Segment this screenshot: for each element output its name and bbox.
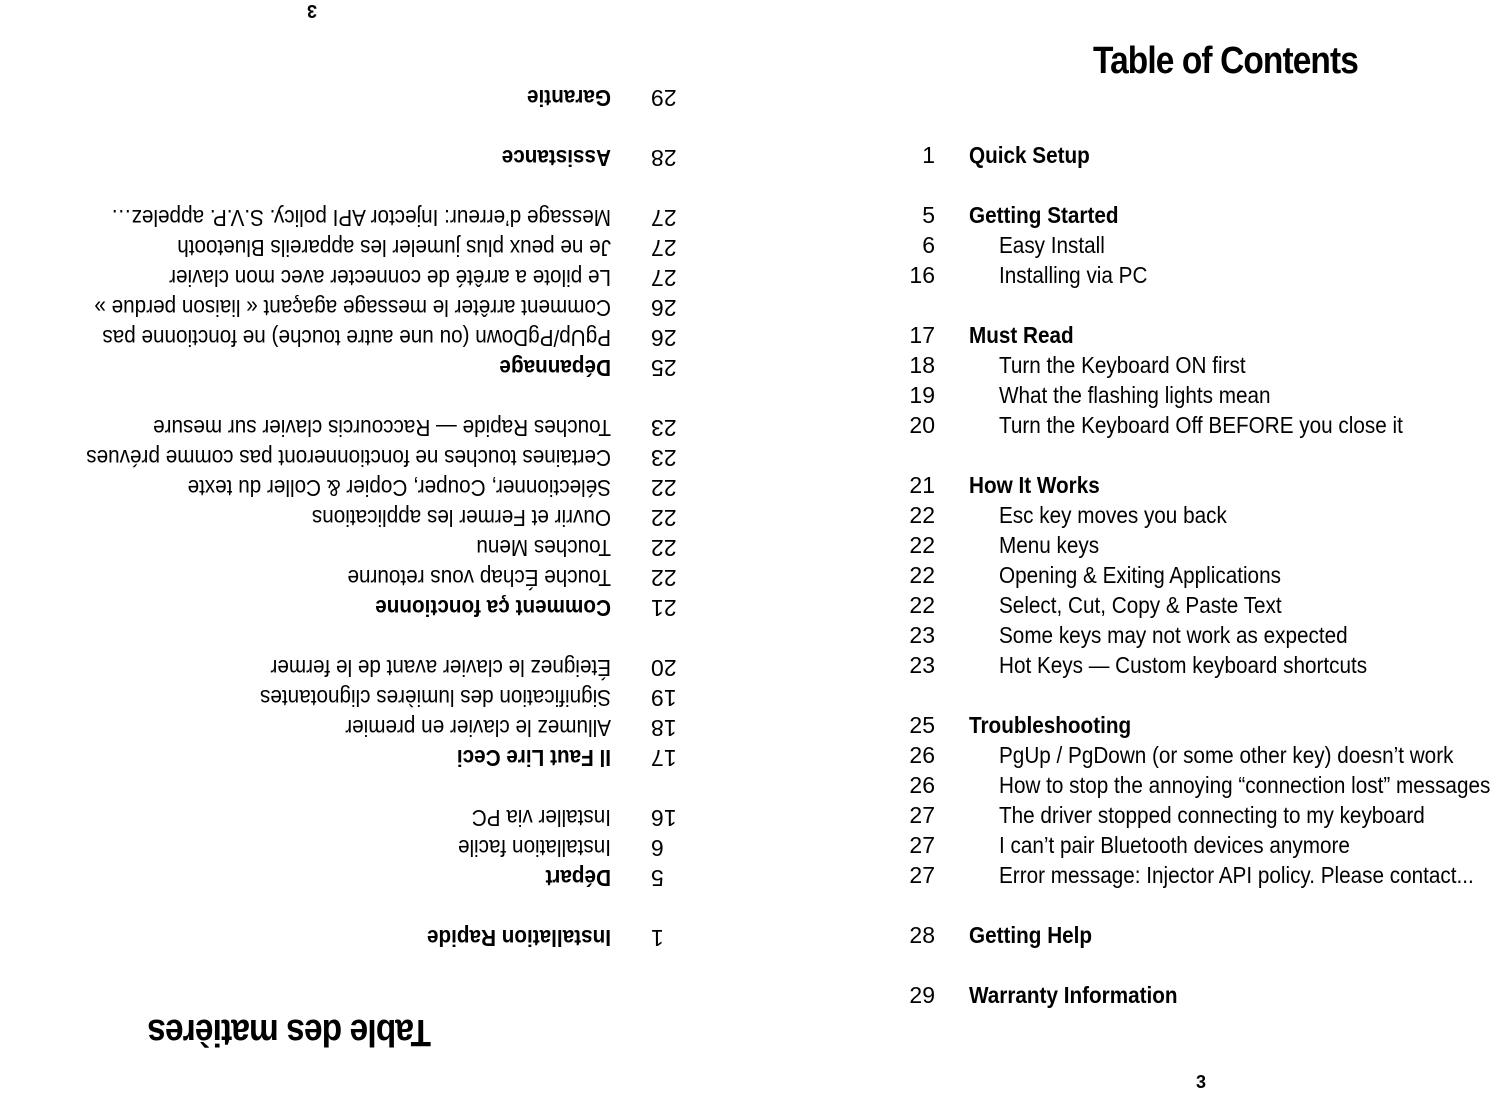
toc-page-number: 17: [909, 322, 935, 348]
toc-page-number: 20: [651, 655, 677, 681]
toc-subsection-entry: [745, 530, 1490, 560]
toc-subsection-entry: [745, 800, 1490, 830]
spacer: [0, 773, 745, 803]
toc-page-number: 27: [909, 802, 935, 828]
toc-page-number: 23: [651, 415, 677, 441]
spacer: [745, 290, 1490, 320]
toc-entry-label: Le pilote a arrêté de connecter avec mon clavier: [169, 265, 611, 291]
toc-entry-label: What the flashing lights mean: [999, 382, 1271, 408]
toc-subsection-entry: [745, 830, 1490, 860]
toc-page-number: 29: [651, 85, 677, 111]
toc-entry-label: Turn the Keyboard Off BEFORE you close it: [999, 412, 1403, 438]
toc-entry-label: Certaines touches ne fonctionneront pas comme prévues: [86, 445, 611, 471]
toc-page-number: 26: [909, 742, 935, 768]
toc-entry-label: Installation facile: [457, 835, 611, 861]
toc-page-number: 19: [909, 382, 935, 408]
toc-entry-label: Touche Échap vous retourne: [347, 565, 611, 591]
table-of-contents: [0, 83, 745, 953]
toc-page-number: 16: [909, 262, 935, 288]
toc-entry-label: Installation Rapide: [426, 925, 611, 951]
spacer: [745, 950, 1490, 980]
toc-entry-label: Error message: Injector API policy. Please contact...: [999, 862, 1474, 888]
toc-subsection-entry: [0, 503, 745, 533]
toc-section-entry: [745, 980, 1490, 1010]
toc-subsection-entry: [745, 560, 1490, 590]
toc-subsection-entry: [0, 323, 745, 353]
toc-subsection-entry: [745, 380, 1490, 410]
spacer: [745, 440, 1490, 470]
toc-entry-label: Getting Started: [969, 202, 1119, 228]
toc-entry-label: Assistance: [501, 145, 611, 171]
toc-entry-label: Troubleshooting: [969, 712, 1132, 738]
toc-section-entry: [745, 140, 1490, 170]
toc-page-number: 17: [651, 745, 677, 771]
page-number: 3: [306, 1, 317, 21]
toc-subsection-entry: [0, 473, 745, 503]
toc-page-number: 26: [651, 325, 677, 351]
toc-page-number: 1: [922, 142, 935, 168]
toc-page-number: 29: [909, 982, 935, 1008]
page-title: Table of Contents: [1093, 40, 1358, 82]
toc-page-number: 22: [909, 592, 935, 618]
toc-entry-label: Some keys may not work as expected: [999, 622, 1348, 648]
toc-page-number: 20: [909, 412, 935, 438]
toc-entry-label: Easy Install: [999, 232, 1105, 258]
toc-page-number: 28: [909, 922, 935, 948]
toc-entry-label: Opening & Exiting Applications: [999, 562, 1281, 588]
toc-subsection-entry: [0, 233, 745, 263]
toc-subsection-entry: [745, 230, 1490, 260]
page-number: 3: [1196, 1072, 1207, 1092]
toc-entry-label: Je ne peux plus jumeler les appareils Bluetooth: [177, 235, 611, 261]
toc-page-number: 23: [909, 652, 935, 678]
toc-subsection-entry: [745, 350, 1490, 380]
toc-section-entry: [745, 470, 1490, 500]
toc-entry-label: Garantie: [527, 85, 611, 111]
page-title: Table des matières: [148, 1011, 431, 1053]
toc-section-entry: [745, 710, 1490, 740]
toc-section-entry: [0, 83, 745, 113]
spacer: [745, 890, 1490, 920]
toc-page-number: 27: [651, 265, 677, 291]
toc-entry-label: Select, Cut, Copy & Paste Text: [999, 592, 1282, 618]
toc-subsection-entry: [0, 413, 745, 443]
toc-subsection-entry: [745, 740, 1490, 770]
toc-page-number: 27: [651, 235, 677, 261]
toc-entry-label: Comment arrêter le message agaçant « liaison perdue »: [94, 295, 611, 321]
toc-entry-label: PgUp / PgDown (or some other key) doesn’t work: [999, 742, 1454, 768]
toc-page-number: 21: [909, 472, 935, 498]
toc-section-entry: [0, 143, 745, 173]
toc-entry-label: Must Read: [969, 322, 1074, 348]
toc-subsection-entry: [0, 833, 745, 863]
toc-entry-label: How It Works: [969, 472, 1100, 498]
toc-entry-label: Il Faut Lire Ceci: [456, 745, 611, 771]
toc-entry-label: Quick Setup: [969, 142, 1090, 168]
toc-entry-label: Touches Rapide — Raccourcis clavier sur mesure: [153, 415, 611, 441]
toc-entry-label: The driver stopped connecting to my keyboard: [999, 802, 1425, 828]
toc-entry-label: Esc key moves you back: [999, 502, 1227, 528]
toc-section-entry: [0, 863, 745, 893]
toc-page-number: 1: [651, 925, 664, 951]
toc-entry-label: Éteignez le clavier avant de le fermer: [270, 655, 611, 681]
toc-page-number: 22: [909, 532, 935, 558]
toc-entry-label: Sélectionner, Couper, Copier & Coller du texte: [187, 475, 611, 501]
toc-subsection-entry: [0, 713, 745, 743]
toc-subsection-entry: [0, 803, 745, 833]
toc-entry-label: Départ: [545, 865, 611, 891]
toc-page-number: 5: [922, 202, 935, 228]
toc-section-entry: [0, 743, 745, 773]
toc-subsection-entry: [745, 620, 1490, 650]
toc-entry-label: Dépannage: [499, 355, 611, 381]
toc-page-number: 22: [909, 502, 935, 528]
toc-entry-label: Allumez le clavier en premier: [345, 715, 611, 741]
toc-section-entry: [745, 320, 1490, 350]
toc-page-number: 6: [922, 232, 935, 258]
toc-section-entry: [0, 353, 745, 383]
toc-entry-label: Comment ça fonctionne: [375, 595, 611, 621]
toc-subsection-entry: [0, 203, 745, 233]
toc-subsection-entry: [0, 683, 745, 713]
toc-subsection-entry: [745, 410, 1490, 440]
toc-page-number: 26: [651, 295, 677, 321]
toc-entry-label: Menu keys: [999, 532, 1100, 558]
toc-subsection-entry: [0, 293, 745, 323]
toc-page-number: 26: [909, 772, 935, 798]
toc-entry-label: Warranty Information: [969, 982, 1178, 1008]
toc-section-entry: [745, 200, 1490, 230]
toc-page-number: 22: [909, 562, 935, 588]
toc-subsection-entry: [0, 653, 745, 683]
toc-subsection-entry: [0, 533, 745, 563]
toc-entry-label: Touches Menu: [476, 535, 611, 561]
spacer: [0, 383, 745, 413]
spacer: [0, 173, 745, 203]
toc-page-number: 22: [651, 505, 677, 531]
spacer: [0, 623, 745, 653]
toc-page-number: 22: [651, 475, 677, 501]
toc-page-number: 25: [909, 712, 935, 738]
toc-entry-label: I can’t pair Bluetooth devices anymore: [999, 832, 1350, 858]
toc-section-entry: [0, 923, 745, 953]
toc-entry-label: PgUp/PgDown (ou une autre touche) ne fonctionne pas: [102, 325, 611, 351]
table-of-contents: [745, 140, 1490, 1010]
toc-page-number: 22: [651, 565, 677, 591]
toc-subsection-entry: [745, 860, 1490, 890]
english-page: [745, 0, 1490, 1093]
toc-page-number: 6: [651, 835, 664, 861]
toc-page-number: 27: [651, 205, 677, 231]
toc-entry-label: Message d’erreur: Injector API policy. S.V.P. appelez…: [110, 205, 611, 231]
toc-entry-label: Installing via PC: [999, 262, 1148, 288]
toc-page-number: 19: [651, 685, 677, 711]
toc-entry-label: Getting Help: [969, 922, 1093, 948]
toc-subsection-entry: [745, 650, 1490, 680]
spacer: [745, 170, 1490, 200]
toc-entry-label: Turn the Keyboard ON first: [999, 352, 1246, 378]
toc-subsection-entry: [0, 443, 745, 473]
toc-page-number: 23: [909, 622, 935, 648]
toc-page-number: 22: [651, 535, 677, 561]
toc-section-entry: [0, 593, 745, 623]
toc-entry-label: How to stop the annoying “connection lost” messages: [999, 772, 1490, 798]
toc-subsection-entry: [745, 770, 1490, 800]
spacer: [745, 680, 1490, 710]
toc-entry-label: Ouvrir et Fermer les applications: [311, 505, 611, 531]
toc-entry-label: Hot Keys — Custom keyboard shortcuts: [999, 652, 1368, 678]
toc-page-number: 16: [651, 805, 677, 831]
toc-subsection-entry: [745, 500, 1490, 530]
toc-page-number: 28: [651, 145, 677, 171]
toc-subsection-entry: [0, 563, 745, 593]
toc-page-number: 5: [651, 865, 664, 891]
toc-section-entry: [745, 920, 1490, 950]
toc-subsection-entry: [745, 260, 1490, 290]
toc-page-number: 18: [651, 715, 677, 741]
toc-page-number: 27: [909, 862, 935, 888]
toc-page-number: 27: [909, 832, 935, 858]
toc-page-number: 23: [651, 445, 677, 471]
toc-entry-label: Installer via PC: [471, 805, 611, 831]
spacer: [0, 893, 745, 923]
toc-subsection-entry: [0, 263, 745, 293]
toc-entry-label: Signification des lumières clignotantes: [260, 685, 611, 711]
toc-page-number: 25: [651, 355, 677, 381]
spacer: [0, 113, 745, 143]
toc-subsection-entry: [745, 590, 1490, 620]
toc-page-number: 21: [651, 595, 677, 621]
toc-page-number: 18: [909, 352, 935, 378]
